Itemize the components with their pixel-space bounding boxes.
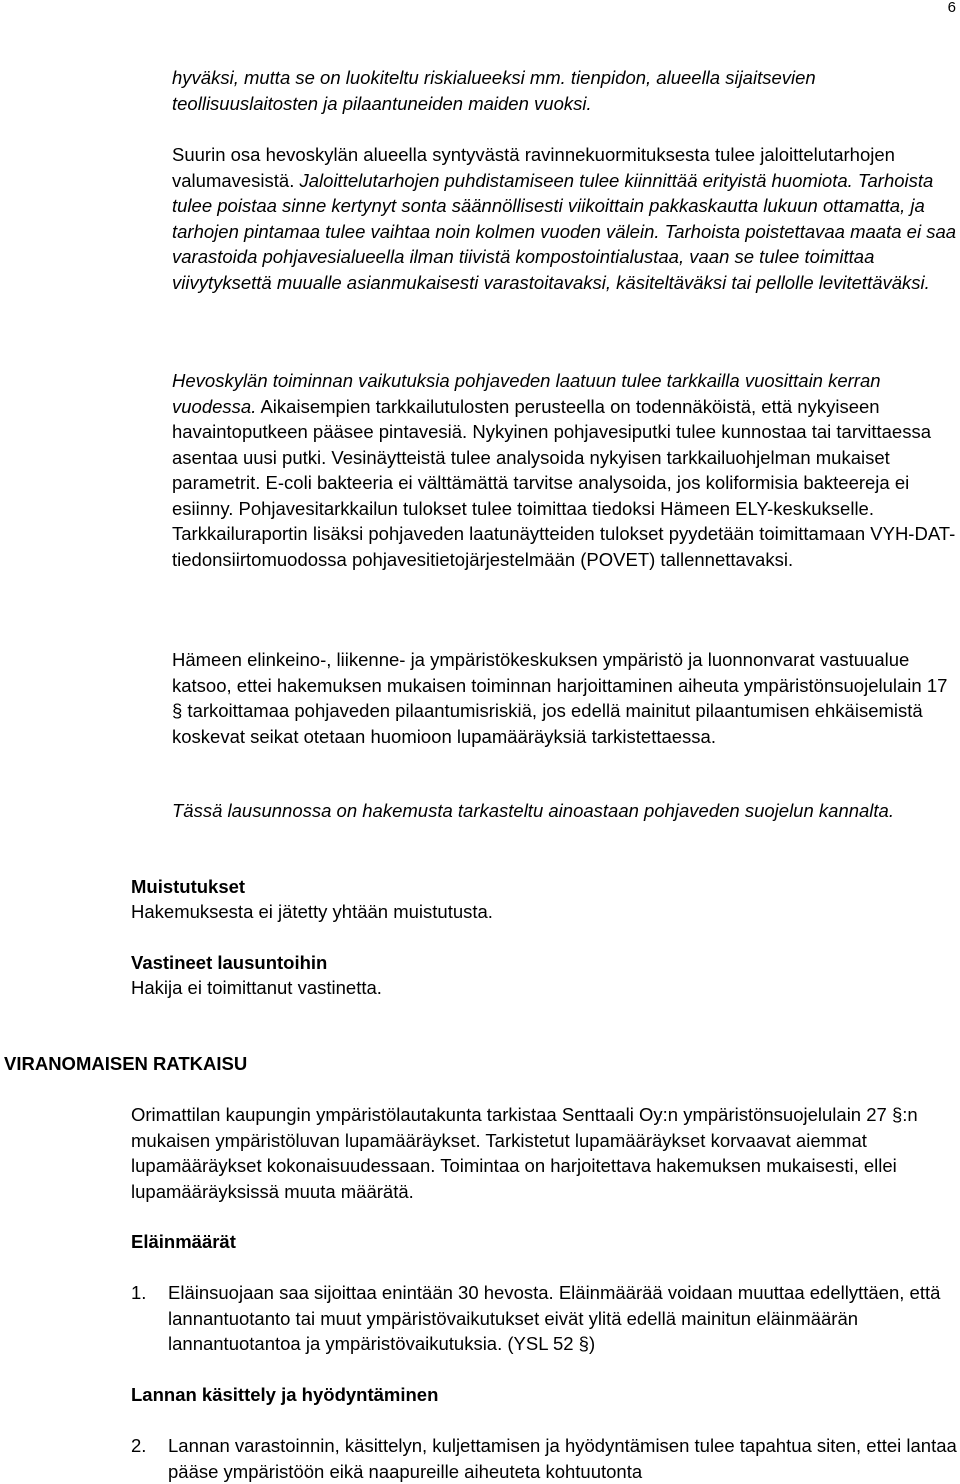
vastineet-text: Hakija ei toimittanut vastinetta. [131, 977, 382, 998]
paragraph-runoff-italic-text: Jaloittelutarhojen puhdistamiseen tulee kiinnittää erityistä huomiota. Tarhoista tulee poistaa sinne kertynyt sonta säännöllisesti viikoittain pakkaskautta lukuun ottamatta, ja tarhojen pintamaa tulee vaihtaa noin kolmen vuoden välein. Tarhoista poistettavaa maata ei saa varastoida pohjavesialueella ilman tiivistä kompostointialustaa, vaan se tulee toimittaa viivytyksettä muualle asianmukaisesti varastoitavaksi, käsiteltäväksi tai pellolle levitettäväksi. [172, 169, 957, 293]
heading-vastineet: Vastineet lausuntoihin [131, 952, 328, 973]
paragraph-groundwater-risk: hyväksi, mutta se on luokiteltu riskialueeksi mm. tienpidon, alueella sijaitsevien teollisuuslaitosten ja pilaantuneiden maiden vuoksi. [172, 67, 816, 114]
paragraph-runoff-normal-text: Suurin osa hevoskylän alueella syntyvästä ravinnekuormituksesta tulee jaloittelutarhojen valumavesistä. [172, 144, 895, 191]
paragraph-decision: Orimattilan kaupungin ympäristölautakunta tarkistaa Senttaali Oy:n ympäristönsuojelulain 27 §:n mukaisen ympäristöluvan lupamääräykset. Tarkistetut lupamääräykset korvaavat aiemmat lupamääräykset kokonaisuudessaan. Toimintaa on harjoitettava hakemuksen mukaisesti, ellei lupamääräyksissä muuta määrätä. [131, 1104, 918, 1202]
paragraph-runoff-sources [172, 142, 958, 295]
list-item-number: 1. [131, 1282, 147, 1303]
muistutukset-text: Hakemuksesta ei jätetty yhtään muistutusta. [131, 901, 493, 922]
list-item-text: Lannan varastoinnin, käsittelyn, kuljettamisen ja hyödyntämisen tulee tapahtua siten, ettei lantaa pääse ympäristöön eikä naapureille aiheuteta kohtuutonta [168, 1435, 957, 1482]
paragraph-monitoring-normal-text: Aikaisempien tarkkailutulosten perusteella on todennäköistä, että nykyiseen havaintoputkeen pääsee pintavesiä. Nykyinen pohjavesiputki tulee kunnostaa tai tarvittaessa asentaa uusi putki. Vesinäytteistä tulee analysoida nykyisen tarkkailuohjelman mukaiset parametrit. E-coli bakteeria ei välttämättä tarvitse analysoida, jos koliformisia bakteereja ei esiinny. Pohjavesitarkkailun tulokset tulee toimittaa tiedoksi Hämeen ELY-keskukselle. Tarkkailuraportin lisäksi pohjaveden laatunäytteiden tulokset pyydetään toimittamaan VYH-DAT-tiedonsiirtomuodossa pohjavesitietojärjestelmään (POVET) tallennettavaksi. [172, 395, 956, 570]
heading-lannan-kasittely: Lannan käsittely ja hyödyntäminen [131, 1384, 439, 1405]
heading-muistutukset: Muistutukset [131, 876, 246, 897]
paragraph-statement-scope: Tässä lausunnossa on hakemusta tarkasteltu ainoastaan pohjaveden suojelun kannalta. [172, 800, 894, 821]
paragraph-monitoring [172, 368, 958, 572]
heading-viranomaisen-ratkaisu: VIRANOMAISEN RATKAISU [4, 1053, 248, 1074]
paragraph-monitoring-italic-text: Hevoskylän toiminnan vaikutuksia pohjaveden laatuun tulee tarkkailla vuosittain kerran vuodessa. [172, 370, 881, 417]
list-item-number: 2. [131, 1435, 147, 1456]
page-number: 6 [947, 0, 956, 16]
heading-elainmaarat: Eläinmäärät [131, 1231, 236, 1252]
list-item-text: Eläinsuojaan saa sijoittaa enintään 30 hevosta. Eläinmäärää voidaan muuttaa edellyttäen, että lannantuotanto tai muut ympäristövaikutukset eivät ylitä edellä mainitun eläinmäärän lannantuotantoa ja ympäristövaikutuksia. (YSL 52 §) [168, 1282, 941, 1354]
paragraph-ely-statement: Hämeen elinkeino-, liikenne- ja ympäristökeskuksen ympäristö ja luonnonvarat vastuualue katsoo, ettei hakemuksen mukaisen toiminnan harjoittaminen aiheuta ympäristönsuojelulain 17 § tarkoittamaa pohjaveden pilaantumisriskiä, jos edellä mainitut pilaantumisen ehkäisemistä koskevat seikat otetaan huomioon lupamääräyksiä tarkistettaessa. [172, 649, 948, 747]
